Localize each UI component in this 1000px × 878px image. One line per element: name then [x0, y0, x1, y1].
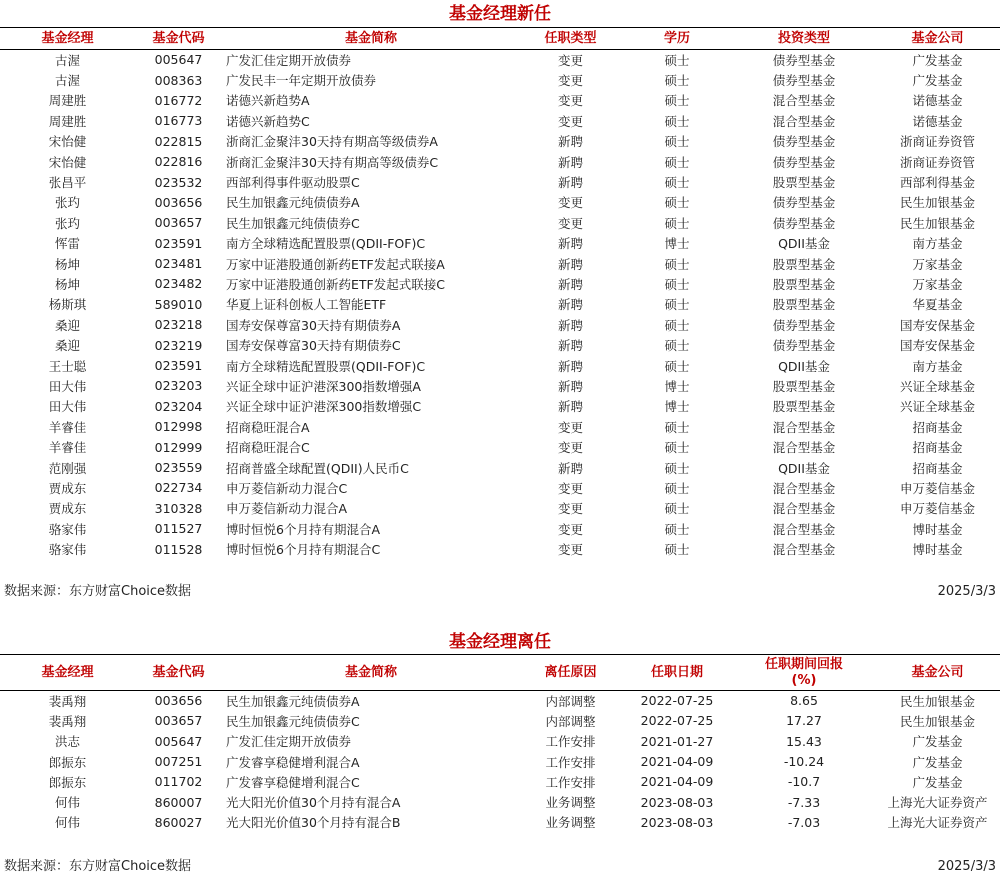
- table-row: [0, 213, 1000, 233]
- cell-fund-name: 广发民丰一年定期开放债券: [226, 73, 377, 89]
- cell-start-date: 2021-04-09: [640, 754, 714, 770]
- cell-type: 变更: [557, 521, 583, 537]
- header-fund-company: 基金公司: [875, 28, 1000, 50]
- cell-type: 新聘: [557, 154, 583, 170]
- cell-manager: 宋怡健: [48, 154, 87, 170]
- cell-education: 硕士: [664, 297, 690, 313]
- table-row: [0, 274, 1000, 294]
- cell-type: 新聘: [557, 338, 583, 354]
- cell-investment-type: 股票型基金: [772, 297, 836, 313]
- cell-education: 硕士: [664, 419, 690, 435]
- table-header-row: [0, 28, 1000, 50]
- cell-fund-name: 招商稳旺混合A: [226, 419, 310, 435]
- cell-education: 硕士: [664, 440, 690, 456]
- cell-manager: 范刚强: [48, 460, 87, 476]
- table-row: [0, 376, 1000, 396]
- cell-fund-name: 西部利得事件驱动股票C: [226, 175, 360, 191]
- cell-manager: 桑迎: [54, 317, 80, 333]
- cell-fund-code: 012998: [154, 419, 203, 435]
- cell-fund-code: 007251: [154, 754, 203, 770]
- table-row: [0, 192, 1000, 212]
- cell-manager: 贾成东: [48, 480, 87, 496]
- table-row: [0, 50, 1000, 70]
- cell-leave-reason: 工作安排: [545, 734, 596, 750]
- cell-leave-reason: 业务调整: [545, 795, 596, 811]
- cell-manager: 裴禹翔: [48, 713, 87, 729]
- cell-leave-reason: 工作安排: [545, 754, 596, 770]
- cell-fund-name: 兴证全球中证沪港深300指数增强A: [226, 378, 421, 394]
- cell-fund-company: 上海光大证券资产: [887, 815, 988, 831]
- cell-investment-type: 混合型基金: [772, 521, 836, 537]
- cell-fund-code: 023204: [154, 398, 203, 414]
- cell-investment-type: 股票型基金: [772, 276, 836, 292]
- cell-fund-company: 诺德基金: [912, 113, 963, 129]
- cell-type: 新聘: [557, 399, 583, 415]
- cell-fund-company: 民生加银基金: [899, 693, 975, 709]
- cell-fund-company: 民生加银基金: [899, 713, 975, 729]
- cell-manager: 骆家伟: [48, 542, 87, 558]
- cell-type: 新聘: [557, 134, 583, 150]
- cell-fund-code: 023532: [154, 174, 203, 190]
- table-row: [0, 151, 1000, 171]
- cell-start-date: 2022-07-25: [640, 713, 714, 729]
- cell-type: 新聘: [557, 358, 583, 374]
- cell-type: 新聘: [557, 297, 583, 313]
- cell-type: 变更: [557, 52, 583, 68]
- departed-managers-table: [0, 654, 1000, 833]
- cell-type: 变更: [557, 501, 583, 517]
- cell-fund-code: 011527: [154, 521, 203, 537]
- cell-fund-company: 上海光大证券资产: [887, 795, 988, 811]
- cell-fund-company: 华夏基金: [912, 297, 963, 313]
- table-row: [0, 691, 1000, 711]
- cell-fund-code: 023559: [154, 460, 203, 475]
- cell-manager: 杨坤: [54, 276, 80, 292]
- cell-leave-reason: 业务调整: [545, 815, 596, 831]
- cell-fund-name: 民生加银鑫元纯债债券A: [226, 693, 360, 709]
- cell-manager: 何伟: [54, 815, 80, 831]
- cell-investment-type: 债券型基金: [772, 154, 836, 170]
- cell-investment-type: 混合型基金: [772, 501, 836, 517]
- departed-managers-title: 基金经理离任: [449, 632, 551, 652]
- cell-investment-type: 股票型基金: [772, 399, 836, 415]
- cell-investment-type: 混合型基金: [772, 93, 836, 109]
- table-row: [0, 518, 1000, 538]
- cell-fund-code: 005647: [154, 733, 203, 749]
- cell-investment-type: 混合型基金: [772, 480, 836, 496]
- cell-fund-code: 016773: [154, 113, 203, 129]
- table-row: [0, 498, 1000, 518]
- cell-fund-company: 申万菱信基金: [899, 501, 975, 517]
- table-row: [0, 478, 1000, 498]
- header-manager: 基金经理: [0, 28, 135, 50]
- table-row: [0, 812, 1000, 832]
- cell-manager: 宋怡健: [48, 134, 87, 150]
- cell-fund-name: 光大阳光价值30个月持有混合B: [226, 815, 401, 831]
- cell-investment-type: 债券型基金: [772, 317, 836, 333]
- header-start-date: 任职日期: [621, 655, 733, 691]
- cell-fund-name: 国寿安保尊富30天持有期债券A: [226, 317, 401, 333]
- cell-type: 变更: [557, 113, 583, 129]
- cell-fund-code: 023591: [154, 235, 203, 251]
- cell-type: 新聘: [557, 378, 583, 394]
- cell-fund-name: 兴证全球中证沪港深300指数增强C: [226, 399, 422, 415]
- table-row: [0, 711, 1000, 731]
- cell-type: 新聘: [557, 460, 583, 476]
- cell-fund-company: 广发基金: [912, 774, 963, 790]
- cell-fund-code: 023481: [154, 256, 203, 272]
- table-row: [0, 396, 1000, 416]
- cell-fund-company: 申万菱信基金: [899, 480, 975, 496]
- header-tenure-return: 任职期间回报 (%): [733, 655, 875, 691]
- cell-type: 变更: [557, 93, 583, 109]
- cell-fund-code: 023219: [154, 337, 203, 353]
- table-row: [0, 172, 1000, 192]
- cell-tenure-return: 17.27: [786, 713, 822, 729]
- cell-investment-type: 债券型基金: [772, 215, 836, 231]
- cell-investment-type: 混合型基金: [772, 113, 836, 129]
- cell-fund-code: 022815: [154, 133, 203, 149]
- cell-manager: 郎振东: [48, 774, 87, 790]
- cell-education: 硕士: [664, 460, 690, 476]
- header-appointment-type: 任职类型: [520, 28, 621, 50]
- cell-fund-company: 万家基金: [912, 256, 963, 272]
- cell-fund-code: 023218: [154, 317, 203, 333]
- table-row: [0, 131, 1000, 151]
- cell-tenure-return: -7.33: [787, 794, 821, 810]
- cell-start-date: 2023-08-03: [640, 814, 714, 830]
- cell-fund-code: 310328: [154, 500, 203, 516]
- cell-investment-type: 债券型基金: [772, 73, 836, 89]
- cell-fund-name: 万家中证港股通创新药ETF发起式联接C: [226, 276, 445, 292]
- cell-tenure-return: -10.7: [787, 774, 821, 790]
- cell-fund-company: 兴证全球基金: [899, 399, 975, 415]
- cell-investment-type: QDII基金: [778, 460, 830, 476]
- table-row: [0, 355, 1000, 375]
- cell-manager: 裴禹翔: [48, 693, 87, 709]
- cell-fund-name: 民生加银鑫元纯债债券C: [226, 713, 360, 729]
- cell-fund-name: 浙商汇金聚沣30天持有期高等级债券C: [226, 154, 439, 170]
- cell-start-date: 2021-04-09: [640, 774, 714, 790]
- cell-fund-company: 民生加银基金: [899, 195, 975, 211]
- cell-manager: 田大伟: [48, 378, 87, 394]
- cell-fund-name: 招商普盛全球配置(QDII)人民币C: [226, 460, 409, 476]
- cell-tenure-return: 8.65: [790, 693, 818, 709]
- cell-fund-company: 兴证全球基金: [899, 378, 975, 394]
- cell-type: 变更: [557, 195, 583, 211]
- cell-fund-code: 012999: [154, 439, 203, 455]
- cell-fund-name: 华夏上证科创板人工智能ETF: [226, 297, 387, 313]
- cell-manager: 郎振东: [48, 754, 87, 770]
- cell-fund-name: 南方全球精选配置股票(QDII-FOF)C: [226, 236, 426, 252]
- cell-fund-code: 008363: [154, 72, 203, 88]
- cell-start-date: 2023-08-03: [640, 794, 714, 810]
- table-row: [0, 315, 1000, 335]
- header-fund-code: 基金代码: [135, 655, 222, 691]
- cell-fund-code: 022734: [154, 480, 203, 496]
- cell-start-date: 2022-07-25: [640, 693, 714, 709]
- cell-fund-code: 016772: [154, 92, 203, 108]
- cell-manager: 古渥: [54, 52, 80, 68]
- cell-fund-company: 广发基金: [912, 73, 963, 89]
- cell-fund-code: 003656: [154, 693, 203, 709]
- table-row: [0, 437, 1000, 457]
- cell-fund-company: 浙商证券资管: [899, 154, 975, 170]
- cell-manager: 洪志: [54, 734, 80, 750]
- cell-type: 变更: [557, 419, 583, 435]
- header-fund-company: 基金公司: [875, 655, 1000, 691]
- cell-education: 硕士: [664, 317, 690, 333]
- cell-fund-company: 广发基金: [912, 734, 963, 750]
- cell-fund-company: 西部利得基金: [899, 175, 975, 191]
- cell-education: 硕士: [664, 338, 690, 354]
- cell-fund-company: 博时基金: [912, 521, 963, 537]
- cell-manager: 羊睿佳: [48, 419, 87, 435]
- cell-investment-type: 混合型基金: [772, 542, 836, 558]
- cell-fund-name: 光大阳光价值30个月持有混合A: [226, 795, 401, 811]
- table-row: [0, 731, 1000, 751]
- cell-manager: 周建胜: [48, 113, 87, 129]
- cell-fund-company: 浙商证券资管: [899, 134, 975, 150]
- cell-fund-code: 860007: [154, 794, 203, 810]
- cell-fund-company: 南方基金: [912, 358, 963, 374]
- header-manager: 基金经理: [0, 655, 135, 691]
- cell-fund-code: 023482: [154, 276, 203, 292]
- cell-type: 新聘: [557, 317, 583, 333]
- cell-fund-code: 003656: [154, 194, 203, 210]
- table-header-row: [0, 655, 1000, 691]
- cell-fund-code: 023203: [154, 378, 203, 394]
- cell-type: 变更: [557, 542, 583, 558]
- cell-fund-name: 博时恒悦6个月持有期混合A: [226, 521, 381, 537]
- cell-type: 变更: [557, 215, 583, 231]
- cell-education: 硕士: [664, 480, 690, 496]
- table-row: [0, 233, 1000, 253]
- cell-fund-code: 589010: [154, 296, 203, 312]
- cell-fund-name: 南方全球精选配置股票(QDII-FOF)C: [226, 358, 426, 374]
- cell-fund-name: 申万菱信新动力混合A: [226, 501, 348, 517]
- cell-leave-reason: 内部调整: [545, 713, 596, 729]
- cell-fund-company: 南方基金: [912, 236, 963, 252]
- cell-education: 硕士: [664, 175, 690, 191]
- cell-manager: 杨坤: [54, 256, 80, 272]
- cell-type: 新聘: [557, 276, 583, 292]
- cell-type: 新聘: [557, 256, 583, 272]
- cell-fund-name: 招商稳旺混合C: [226, 440, 310, 456]
- cell-investment-type: QDII基金: [778, 358, 830, 374]
- cell-manager: 骆家伟: [48, 521, 87, 537]
- cell-fund-name: 民生加银鑫元纯债债券A: [226, 195, 360, 211]
- table-row: [0, 792, 1000, 812]
- new-managers-table: [0, 27, 1000, 559]
- cell-fund-company: 博时基金: [912, 542, 963, 558]
- cell-investment-type: 债券型基金: [772, 52, 836, 68]
- cell-fund-name: 申万菱信新动力混合C: [226, 480, 348, 496]
- cell-tenure-return: 15.43: [786, 733, 822, 749]
- cell-education: 硕士: [664, 501, 690, 517]
- table-row: [0, 457, 1000, 477]
- cell-investment-type: 债券型基金: [772, 338, 836, 354]
- cell-education: 硕士: [664, 358, 690, 374]
- cell-fund-name: 博时恒悦6个月持有期混合C: [226, 542, 381, 558]
- cell-education: 硕士: [664, 215, 690, 231]
- cell-fund-code: 003657: [154, 713, 203, 729]
- new-managers-title: 基金经理新任: [449, 4, 551, 24]
- cell-fund-code: 023591: [154, 358, 203, 374]
- header-leave-reason: 离任原因: [520, 655, 621, 691]
- cell-investment-type: 债券型基金: [772, 134, 836, 150]
- cell-fund-name: 诺德兴新趋势C: [226, 113, 310, 129]
- cell-manager: 周建胜: [48, 93, 87, 109]
- report-date: 2025/3/3: [937, 584, 996, 599]
- cell-leave-reason: 工作安排: [545, 774, 596, 790]
- cell-type: 变更: [557, 440, 583, 456]
- table-row: [0, 253, 1000, 273]
- cell-manager: 桑迎: [54, 338, 80, 354]
- cell-fund-company: 招商基金: [912, 460, 963, 476]
- cell-fund-company: 诺德基金: [912, 93, 963, 109]
- cell-fund-code: 003657: [154, 215, 203, 231]
- cell-manager: 张玓: [54, 215, 80, 231]
- cell-fund-code: 011702: [154, 774, 203, 790]
- cell-fund-company: 广发基金: [912, 754, 963, 770]
- cell-investment-type: 股票型基金: [772, 175, 836, 191]
- cell-education: 硕士: [664, 276, 690, 292]
- cell-fund-company: 招商基金: [912, 440, 963, 456]
- cell-fund-code: 860027: [154, 814, 203, 830]
- cell-education: 博士: [664, 399, 690, 415]
- table-row: [0, 90, 1000, 110]
- cell-education: 硕士: [664, 134, 690, 150]
- cell-fund-name: 民生加银鑫元纯债债券C: [226, 215, 360, 231]
- cell-fund-code: 011528: [154, 541, 203, 557]
- cell-manager: 恽雷: [54, 236, 80, 252]
- cell-type: 变更: [557, 480, 583, 496]
- cell-fund-name: 诺德兴新趋势A: [226, 93, 310, 109]
- cell-fund-company: 国寿安保基金: [899, 317, 975, 333]
- data-source-note: 数据来源：东方财富Choice数据: [4, 584, 192, 599]
- cell-fund-code: 005647: [154, 52, 203, 68]
- cell-education: 硕士: [664, 256, 690, 272]
- cell-fund-company: 万家基金: [912, 276, 963, 292]
- cell-fund-company: 招商基金: [912, 419, 963, 435]
- cell-type: 新聘: [557, 236, 583, 252]
- table-row: [0, 772, 1000, 792]
- cell-manager: 杨斯琪: [48, 297, 87, 313]
- cell-fund-code: 022816: [154, 154, 203, 170]
- cell-investment-type: 股票型基金: [772, 256, 836, 272]
- cell-investment-type: 股票型基金: [772, 378, 836, 394]
- cell-education: 硕士: [664, 52, 690, 68]
- table-row: [0, 539, 1000, 559]
- cell-fund-company: 广发基金: [912, 52, 963, 68]
- cell-fund-name: 广发汇佳定期开放债券: [226, 52, 352, 68]
- cell-investment-type: 债券型基金: [772, 195, 836, 211]
- table-row: [0, 70, 1000, 90]
- cell-education: 硕士: [664, 195, 690, 211]
- table-row: [0, 294, 1000, 314]
- data-source-note: 数据来源：东方财富Choice数据: [4, 859, 192, 874]
- cell-tenure-return: -10.24: [783, 754, 825, 770]
- cell-fund-name: 广发睿享稳健增利混合C: [226, 774, 360, 790]
- cell-fund-name: 浙商汇金聚沣30天持有期高等级债券A: [226, 134, 438, 150]
- cell-manager: 张玓: [54, 195, 80, 211]
- cell-manager: 田大伟: [48, 399, 87, 415]
- cell-education: 博士: [664, 236, 690, 252]
- cell-type: 新聘: [557, 175, 583, 191]
- cell-education: 硕士: [664, 113, 690, 129]
- header-fund-name: 基金简称: [222, 28, 520, 50]
- cell-manager: 王士聪: [48, 358, 87, 374]
- cell-fund-company: 国寿安保基金: [899, 338, 975, 354]
- table-row: [0, 335, 1000, 355]
- table-row: [0, 111, 1000, 131]
- cell-start-date: 2021-01-27: [640, 733, 714, 749]
- cell-investment-type: 混合型基金: [772, 419, 836, 435]
- header-investment-type: 投资类型: [733, 28, 875, 50]
- header-fund-name: 基金简称: [222, 655, 520, 691]
- cell-fund-company: 民生加银基金: [899, 215, 975, 231]
- cell-investment-type: QDII基金: [778, 236, 830, 252]
- cell-education: 硕士: [664, 521, 690, 537]
- cell-fund-name: 万家中证港股通创新药ETF发起式联接A: [226, 256, 445, 272]
- cell-fund-name: 国寿安保尊富30天持有期债券C: [226, 338, 401, 354]
- cell-manager: 羊睿佳: [48, 440, 87, 456]
- header-education: 学历: [621, 28, 733, 50]
- report-date: 2025/3/3: [937, 859, 996, 874]
- table-row: [0, 751, 1000, 771]
- cell-tenure-return: -7.03: [787, 814, 821, 830]
- cell-fund-name: 广发汇佳定期开放债券: [226, 734, 352, 750]
- header-fund-code: 基金代码: [135, 28, 222, 50]
- cell-type: 变更: [557, 73, 583, 89]
- cell-education: 硕士: [664, 73, 690, 89]
- cell-manager: 古渥: [54, 73, 80, 89]
- cell-manager: 张昌平: [48, 175, 87, 191]
- cell-education: 博士: [664, 378, 690, 394]
- cell-manager: 何伟: [54, 795, 80, 811]
- cell-education: 硕士: [664, 93, 690, 109]
- cell-manager: 贾成东: [48, 501, 87, 517]
- table-row: [0, 417, 1000, 437]
- cell-fund-name: 广发睿享稳健增利混合A: [226, 754, 360, 770]
- cell-leave-reason: 内部调整: [545, 693, 596, 709]
- cell-education: 硕士: [664, 154, 690, 170]
- cell-education: 硕士: [664, 542, 690, 558]
- cell-investment-type: 混合型基金: [772, 440, 836, 456]
